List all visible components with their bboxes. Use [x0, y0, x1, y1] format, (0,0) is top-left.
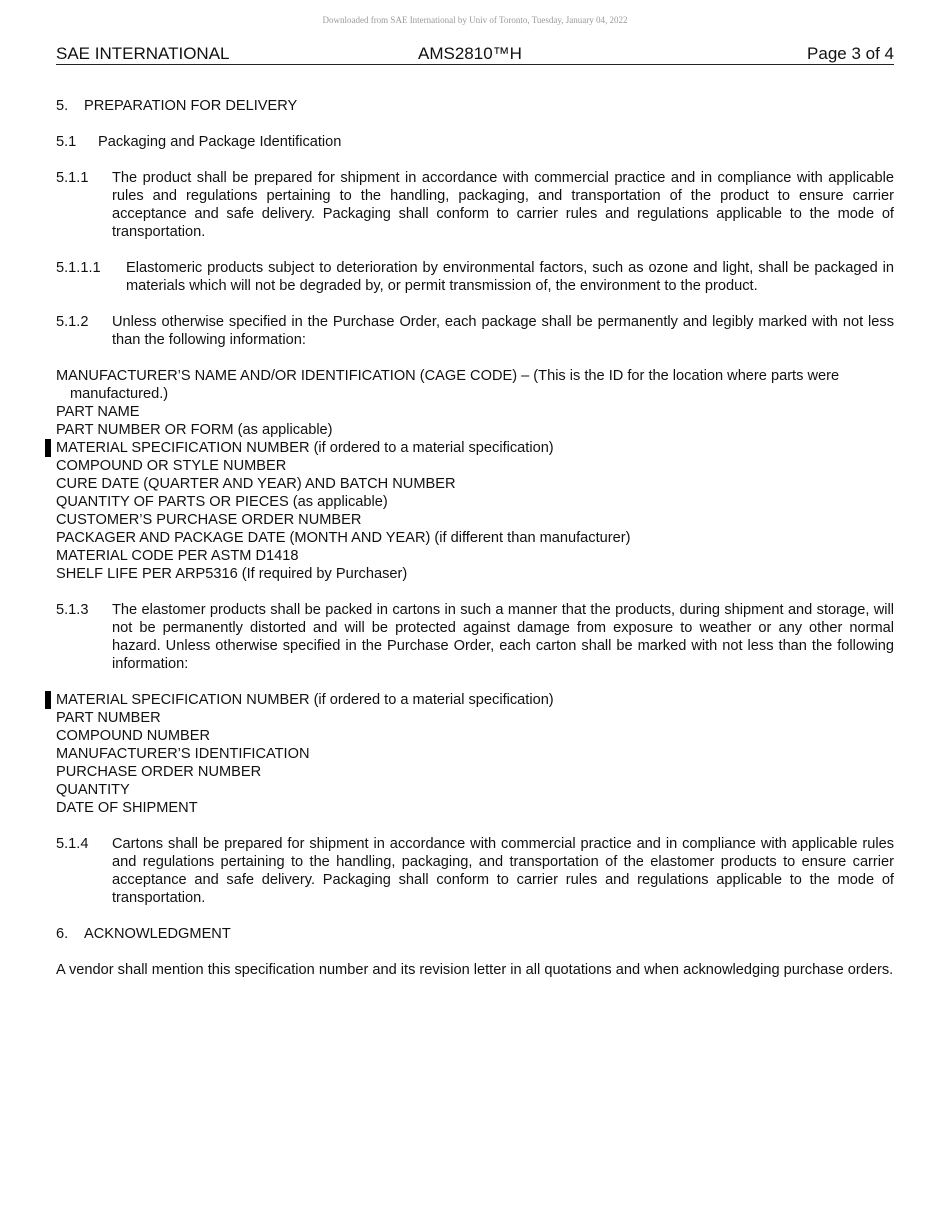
- header-page-number: Page 3 of 4: [807, 44, 894, 63]
- section-number: 6.: [56, 926, 69, 942]
- list-item: CURE DATE (QUARTER AND YEAR) AND BATCH NUMBER: [56, 476, 456, 492]
- acknowledgment-text: A vendor shall mention this specification number and its revision letter in all quotations and when acknowledging purchase orders.: [56, 962, 894, 978]
- list-item: MANUFACTURER’S IDENTIFICATION: [56, 746, 310, 762]
- paragraph-number: 5.1.4: [56, 836, 89, 852]
- paragraph-text: Unless otherwise specified in the Purchase Order, each package shall be permanently and legibly marked with not less than the following information:: [112, 314, 894, 348]
- paragraph-5-1-2: [56, 313, 894, 349]
- header-organization: SAE INTERNATIONAL: [56, 44, 230, 63]
- list-item: PART NUMBER: [56, 710, 161, 726]
- paragraph-5-1-3: [56, 601, 894, 673]
- paragraph-5-1-1-1: [56, 259, 894, 295]
- section-6-heading: [56, 925, 894, 943]
- paragraph-5-1-1: [56, 169, 894, 241]
- list-item: MATERIAL CODE PER ASTM D1418: [56, 548, 299, 564]
- list-item-changed: MATERIAL SPECIFICATION NUMBER (if ordered to a material specification): [56, 691, 894, 709]
- paragraph-text: Elastomeric products subject to deterioration by environmental factors, such as ozone and light, shall be packaged in materials which will not be degraded by, or permit transmission of, the environment to the product.: [126, 260, 894, 294]
- section-title: PREPARATION FOR DELIVERY: [84, 98, 298, 114]
- download-watermark: Downloaded from SAE International by Univ of Toronto, Tuesday, January 04, 2022: [322, 15, 628, 25]
- section-number: 5.: [56, 98, 69, 114]
- document-body: [56, 97, 894, 997]
- list-item: CUSTOMER’S PURCHASE ORDER NUMBER: [56, 512, 362, 528]
- paragraph-text: Cartons shall be prepared for shipment in accordance with commercial practice and in compliance with applicable rules and regulations pertaining to the handling, packaging, and transportation of the elastomer products to ensure carrier acceptance and safe delivery. Packaging shall conform to carrier rules and regulations applicable to the mode of transportation.: [112, 836, 894, 906]
- section-5-1-heading: [56, 133, 894, 151]
- paragraph-number: 5.1.1: [56, 170, 89, 186]
- list-item: PART NAME: [56, 404, 140, 420]
- paragraph-5-1-4: [56, 835, 894, 907]
- carton-marking-list: [56, 691, 894, 817]
- paragraph-number: 5.1.1.1: [56, 260, 101, 276]
- list-item-changed: MATERIAL SPECIFICATION NUMBER (if ordered to a material specification): [56, 439, 894, 457]
- paragraph-text: The elastomer products shall be packed in cartons in such a manner that the products, during shipment and storage, will not be permanently distorted and will be protected against damage from exposure to weather or any other normal hazard. Unless otherwise specified in the Purchase Order, each carton shall be marked with not less than the following information:: [112, 602, 894, 672]
- page-header: [56, 44, 894, 65]
- list-item: QUANTITY: [56, 782, 130, 798]
- list-item: MANUFACTURER’S NAME AND/OR IDENTIFICATION (CAGE CODE) – (This is the ID for the location where parts were manufactured.): [56, 368, 840, 402]
- list-item: SHELF LIFE PER ARP5316 (If required by Purchaser): [56, 566, 408, 582]
- paragraph-text: The product shall be prepared for shipment in accordance with commercial practice and in compliance with applicable rules and regulations pertaining to the handling, packaging, and transportation of the product to ensure carrier acceptance and safe delivery. Packaging shall conform to carrier rules and regulations applicable to the mode of transportation.: [112, 170, 894, 240]
- list-item: PURCHASE ORDER NUMBER: [56, 764, 262, 780]
- paragraph-number: 5.1.2: [56, 314, 89, 330]
- list-item: COMPOUND NUMBER: [56, 728, 211, 744]
- package-marking-list: [56, 367, 894, 583]
- section-5-heading: [56, 97, 894, 115]
- section-title: Packaging and Package Identification: [98, 134, 342, 150]
- list-item: PACKAGER AND PACKAGE DATE (MONTH AND YEAR) (if different than manufacturer): [56, 530, 631, 546]
- list-item: PART NUMBER OR FORM (as applicable): [56, 422, 333, 438]
- list-item: COMPOUND OR STYLE NUMBER: [56, 458, 287, 474]
- section-title: ACKNOWLEDGMENT: [84, 926, 231, 942]
- list-item: QUANTITY OF PARTS OR PIECES (as applicable): [56, 494, 388, 510]
- paragraph-number: 5.1.3: [56, 602, 89, 618]
- list-item: DATE OF SHIPMENT: [56, 800, 198, 816]
- section-number: 5.1: [56, 134, 77, 150]
- header-document-id: AMS2810™H: [418, 44, 522, 63]
